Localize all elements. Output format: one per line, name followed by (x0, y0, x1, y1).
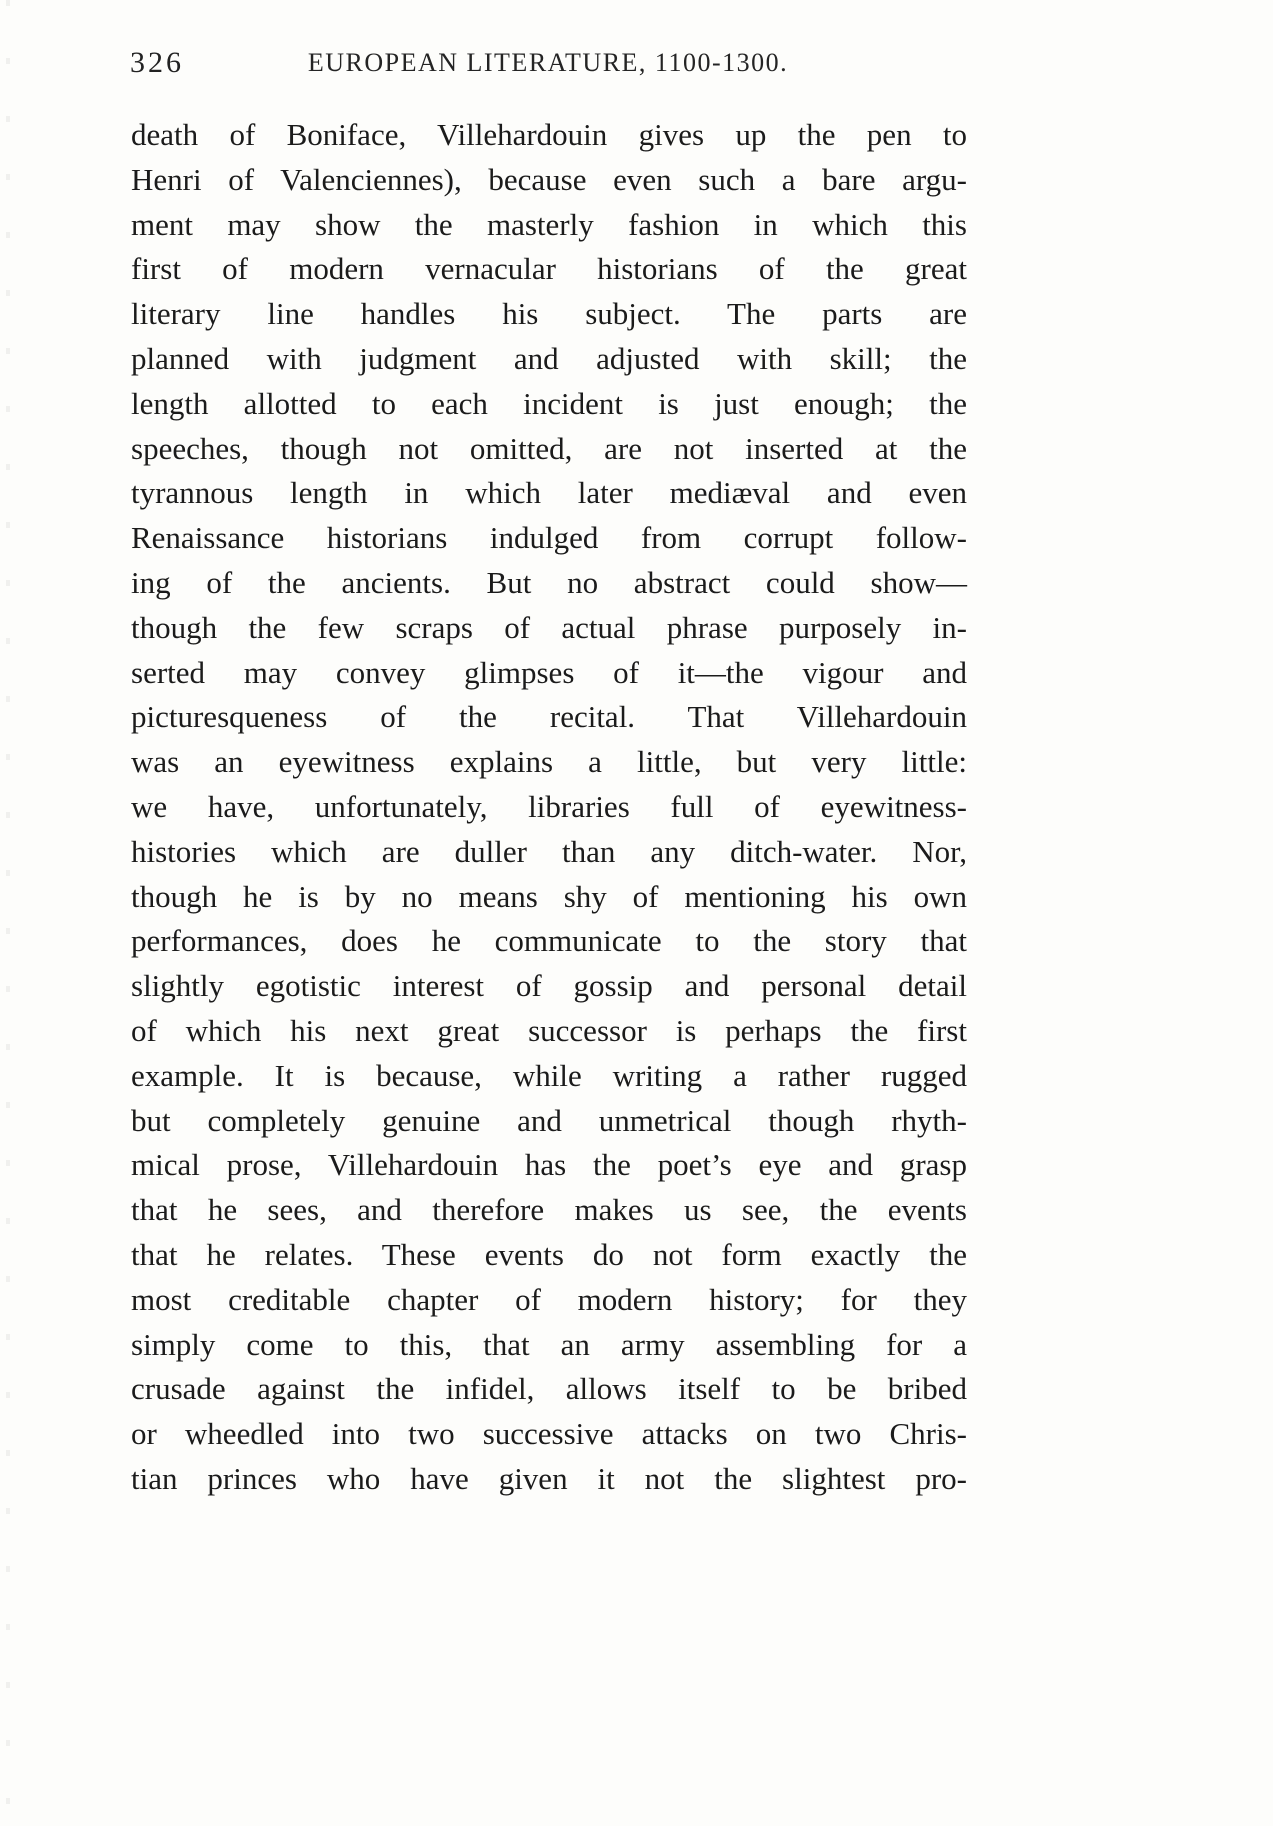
text-line: that he relates. These events do not form exactly the (131, 1236, 967, 1272)
text-line: tyrannous length in which later mediæval and even (131, 475, 967, 511)
text-line: crusade against the infidel, allows itself to be bribed (131, 1371, 967, 1407)
text-line: most creditable chapter of modern history; for they (131, 1281, 967, 1317)
text-line: performances, does he communicate to the story that (131, 923, 967, 959)
text-line: example. It is because, while writing a rather rugged (131, 1057, 967, 1093)
text-line: slightly egotistic interest of gossip and personal detail (131, 968, 967, 1004)
text-line: serted may convey glimpses of it—the vigour and (131, 654, 967, 690)
page-number: 326 (130, 46, 184, 79)
text-line: Henri of Valenciennes), because even such a bare argu- (131, 161, 967, 197)
text-line: mical prose, Villehardouin has the poet’s eye and grasp (131, 1147, 967, 1183)
text-line: ment may show the masterly fashion in which this (131, 206, 967, 242)
scan-artifact (6, 0, 10, 1826)
page-header (130, 46, 966, 86)
text-line: Renaissance historians indulged from corrupt follow- (131, 520, 967, 556)
text-line: picturesqueness of the recital. That Villehardouin (131, 699, 967, 735)
text-line: though he is by no means shy of mentioning his own (131, 878, 967, 914)
text-line: speeches, though not omitted, are not inserted at the (131, 430, 967, 466)
text-line: death of Boniface, Villehardouin gives up the pen to (131, 117, 967, 152)
text-line: or wheedled into two successive attacks on two Chris- (131, 1416, 967, 1452)
text-line: of which his next great successor is perhaps the first (131, 1012, 967, 1048)
text-line: literary line handles his subject. The parts are (131, 296, 967, 332)
text-line: was an eyewitness explains a little, but very little: (131, 744, 967, 780)
body-text (131, 113, 967, 1502)
text-line: histories which are duller than any ditch-water. Nor, (131, 833, 967, 869)
text-line: simply come to this, that an army assembling for a (131, 1326, 967, 1362)
text-line: that he sees, and therefore makes us see, the events (131, 1192, 967, 1228)
running-title: EUROPEAN LITERATURE, 1100-1300. (307, 48, 789, 77)
text-line: length allotted to each incident is just enough; the (131, 385, 967, 421)
text-line: but completely genuine and unmetrical though rhyth- (131, 1102, 967, 1138)
text-line: we have, unfortunately, libraries full of eyewitness- (131, 788, 967, 824)
text-line: tian princes who have given it not the slightest pro- (131, 1460, 967, 1496)
text-line: ing of the ancients. But no abstract could show— (131, 564, 967, 600)
text-line: first of modern vernacular historians of the great (131, 251, 967, 287)
text-line: planned with judgment and adjusted with skill; the (131, 340, 967, 376)
text-line: though the few scraps of actual phrase purposely in- (131, 609, 967, 645)
